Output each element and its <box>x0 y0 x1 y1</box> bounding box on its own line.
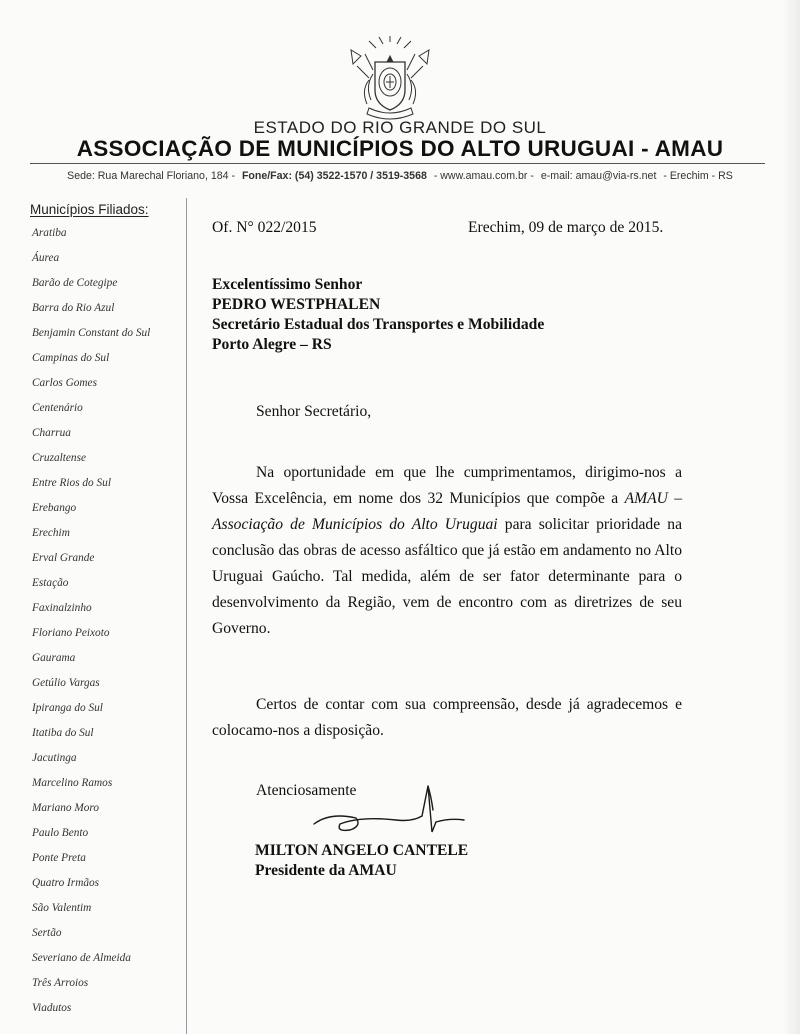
paragraph-1-text: Na oportunidade em que lhe cumprimentamos, dirigimo-nos a Vossa Excelência, em nome dos 32 Municípios que compõe a <box>212 464 682 507</box>
list-item: Benjamin Constant do Sul <box>32 327 151 339</box>
list-item: Severiano de Almeida <box>32 952 131 964</box>
contact-city: - Erechim - RS <box>663 170 733 182</box>
list-item: Erebango <box>32 502 77 514</box>
list-item: Charrua <box>32 427 71 439</box>
recipient-title: Excelentíssimo Senhor <box>212 276 363 293</box>
signer-block <box>255 841 468 881</box>
list-item: Mariano Moro <box>32 802 100 814</box>
list-item: São Valentim <box>32 902 92 914</box>
list-item: Cruzaltense <box>32 452 86 464</box>
list-item: Getúlio Vargas <box>32 677 100 689</box>
list-item: Áurea <box>32 252 60 264</box>
list-item: Ponte Preta <box>32 852 86 864</box>
paragraph-2-text: Certos de contar com sua compreensão, desde já agradecemos e colocamo-nos a disposição. <box>212 696 682 739</box>
list-item: Jacutinga <box>32 752 77 764</box>
recipient-location: Porto Alegre – RS <box>212 336 332 353</box>
list-item: Erechim <box>32 527 70 539</box>
contact-address: Sede: Rua Marechal Floriano, 184 - <box>67 170 235 182</box>
contact-phone: Fone/Fax: (54) 3522-1570 / 3519-3568 <box>241 170 427 182</box>
list-item: Marcelino Ramos <box>32 777 113 789</box>
list-item: Erval Grande <box>32 552 95 564</box>
sidebar-title: Municípios Filiados: <box>30 202 149 217</box>
contact-email: e-mail: amau@via-rs.net <box>540 170 657 182</box>
list-item: Barão de Cotegipe <box>32 277 118 289</box>
signer-name: MILTON ANGELO CANTELE <box>255 842 469 859</box>
body-paragraph-1 <box>212 460 682 642</box>
paragraph-1-text-end: para solicitar prioridade na conclusão das obras de acesso asfáltico que já estão em andamento no Alto Uruguai Gaúcho. Tal medida, além de ser fator determinante para o desenvolvimento da Região, vem de encontro com as diretrizes de seu Governo. <box>212 516 682 637</box>
salutation: Senhor Secretário, <box>256 403 372 420</box>
list-item: Ipiranga do Sul <box>32 702 103 714</box>
letter-date: Erechim, 09 de março de 2015. <box>468 219 664 236</box>
list-item: Aratiba <box>32 227 67 239</box>
list-item: Itatiba do Sul <box>32 727 94 739</box>
list-item: Faxinalzinho <box>32 602 92 614</box>
closing: Atenciosamente <box>256 782 357 799</box>
contact-website: - www.amau.com.br - <box>433 170 534 182</box>
organization-name: ASSOCIAÇÃO DE MUNICÍPIOS DO ALTO URUGUAI - AMAU <box>76 136 724 161</box>
list-item: Entre Rios do Sul <box>32 477 111 489</box>
recipient-position: Secretário Estadual dos Transportes e Mobilidade <box>212 316 545 333</box>
list-item: Estação <box>32 577 69 589</box>
list-item: Barra do Rio Azul <box>32 302 115 314</box>
document-reference: Of. N° 022/2015 <box>212 219 317 236</box>
recipient-name: PEDRO WESTPHALEN <box>212 296 381 313</box>
list-item: Campinas do Sul <box>32 352 110 364</box>
list-item: Viadutos <box>32 1002 72 1014</box>
list-item: Três Arroios <box>32 977 89 989</box>
body-paragraph-2 <box>212 692 682 744</box>
list-item: Paulo Bento <box>32 827 89 839</box>
state-name: ESTADO DO RIO GRANDE DO SUL <box>253 118 547 137</box>
recipient-block <box>212 275 544 355</box>
paragraph-1-italic: AMAU – Associação de Municípios do Alto Uruguai <box>212 490 682 533</box>
list-item: Gaurama <box>32 652 76 664</box>
signer-title: Presidente da AMAU <box>255 862 397 879</box>
list-item: Carlos Gomes <box>32 377 97 389</box>
list-item: Centenário <box>32 402 83 414</box>
list-item: Quatro Irmãos <box>32 877 100 889</box>
list-item: Floriano Peixoto <box>32 627 110 639</box>
list-item: Sertão <box>32 927 62 939</box>
